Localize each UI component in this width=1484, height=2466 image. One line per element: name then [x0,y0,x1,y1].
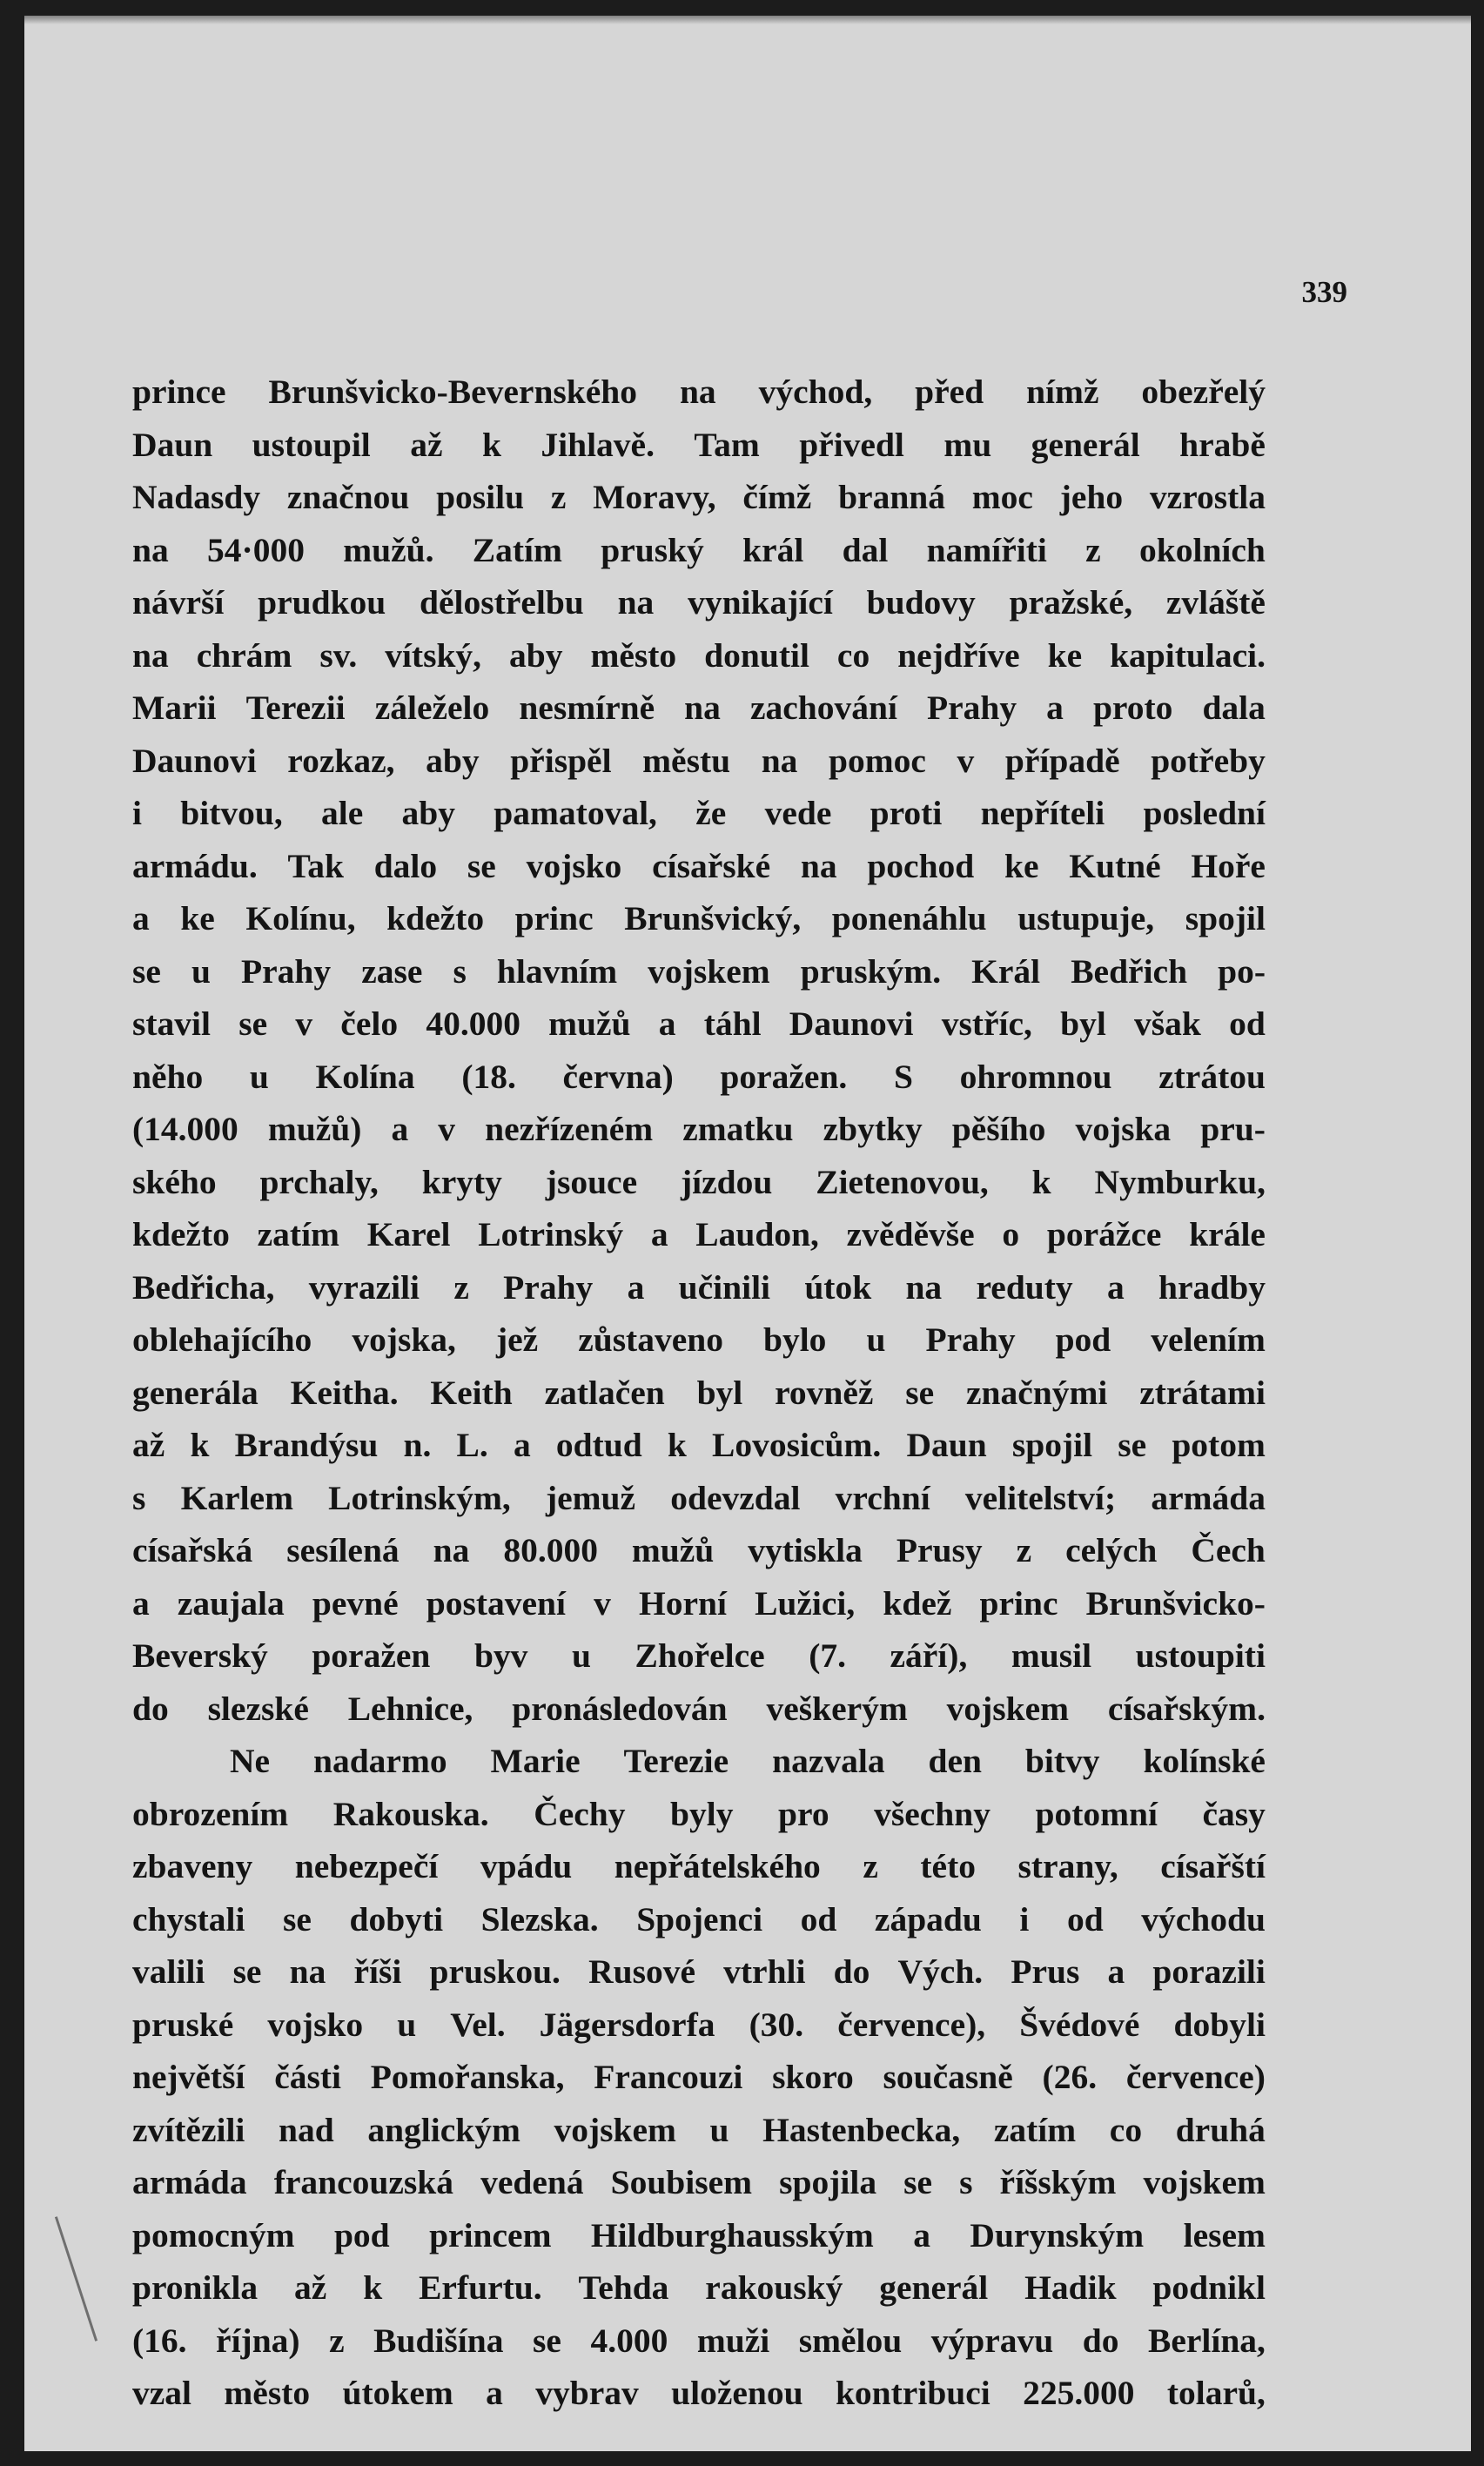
text-line: (14.000 mužů) a v nezřízeném zmatku zbytky pěšího vojska pru- [132,1110,1266,1148]
text-line: až k Brandýsu n. L. a odtud k Lovosicům. Daun spojil se potom [132,1426,1266,1464]
text-line: vzal město útokem a vybrav uloženou kontribuci 225.000 tolarů, [132,2374,1266,2412]
book-page [24,16,1471,2451]
text-line: Bedřicha, vyrazili z Prahy a učinili útok na reduty a hradby [132,1267,1266,1307]
text-line: největší části Pomořanska, Francouzi skoro současně (26. července) [132,2058,1266,2096]
text-line: kdežto zatím Karel Lotrinský a Laudon, zvěděvše o porážce krále [132,1215,1266,1253]
text-line: generála Keitha. Keith zatlačen byl rovněž se značnými ztrátami [132,1373,1266,1412]
text-line: chystali se dobyti Slezska. Spojenci od západu i od východu [132,1899,1266,1939]
page-number: 339 [1301,275,1347,309]
text-line: pomocným pod princem Hildburghausským a Durynským lesem [132,2215,1266,2254]
text-line: Daunovi rozkaz, aby přispěl městu na pomoc v případě potřeby [132,741,1266,780]
margin-scratch-mark [55,2216,97,2342]
text-line: oblehajícího vojska, jež zůstaveno bylo u Prahy pod velením [132,1320,1266,1359]
text-line: valili se na říši pruskou. Rusové vtrhli do Vých. Prus a porazili [132,1952,1266,1991]
text-line: Nadasdy značnou posilu z Moravy, čímž branná moc jeho vzrostla [132,478,1266,516]
text-line: se u Prahy zase s hlavním vojskem pruským. Král Bedřich po- [132,951,1266,991]
text-line: i bitvou, ale aby pamatoval, že vede proti nepříteli poslední [132,794,1266,832]
text-line: do slezské Lehnice, pronásledován veškerým vojskem císařským. [132,1689,1266,1728]
text-line: pronikla až k Erfurtu. Tehda rakouský generál Hadik podnikl [132,2268,1266,2307]
text-line: na chrám sv. vítský, aby město donutil co nejdříve ke kapitulaci. [132,635,1266,675]
text-line: zvítězili nad anglickým vojskem u Hastenbecka, zatím co druhá [132,2110,1266,2149]
text-line: na 54·000 mužů. Zatím pruský král dal namířiti z okolních [132,530,1266,569]
text-line: Ne nadarmo Marie Terezie nazvala den bitvy kolínské [230,1742,1266,1780]
text-line: zbaveny nebezpečí vpádu nepřátelského z této strany, císařští [132,1847,1266,1885]
text-line: armádu. Tak dalo se vojsko císařské na pochod ke Kutné Hoře [132,846,1266,885]
text-line: stavil se v čelo 40.000 mužů a táhl Daunovi vstříc, byl však od [132,1005,1266,1043]
text-line: a zaujala pevné postavení v Horní Lužici, kdež princ Brunšvicko- [132,1583,1266,1623]
body-text [132,366,1266,2420]
text-line: návrší prudkou dělostřelbu na vynikající budovy pražské, zvláště [132,583,1266,622]
text-line: (16. října) z Budišína se 4.000 muži smělou výpravu do Berlína, [132,2321,1266,2360]
text-line: něho u Kolína (18. června) poražen. S ohromnou ztrátou [132,1057,1266,1096]
text-line: obrozením Rakouska. Čechy byly pro všechny potomní časy [132,1794,1266,1833]
text-line: císařská sesílená na 80.000 mužů vytiskla Prusy z celých Čech [132,1531,1266,1569]
text-line: Daun ustoupil až k Jihlavě. Tam přivedl mu generál hrabě [132,425,1266,464]
text-line: pruské vojsko u Vel. Jägersdorfa (30. července), Švédové dobyli [132,2005,1266,2044]
text-line: Beverský poražen byv u Zhořelce (7. září), musil ustoupiti [132,1636,1266,1675]
text-line: ského prchaly, kryty jsouce jízdou Zietenovou, k Nymburku, [132,1162,1266,1201]
text-line: a ke Kolínu, kdežto princ Brunšvický, ponenáhlu ustupuje, spojil [132,899,1266,937]
text-line: armáda francouzská vedená Soubisem spojila se s říšským vojskem [132,2163,1266,2201]
text-line: s Karlem Lotrinským, jemuž odevzdal vrchní velitelství; armáda [132,1478,1266,1517]
text-line: prince Brunšvicko-Bevernského na východ, před nímž obezřelý [132,373,1266,411]
text-line: Marii Terezii záleželo nesmírně na zachování Prahy a proto dala [132,689,1266,727]
page-top-edge [24,16,1471,24]
